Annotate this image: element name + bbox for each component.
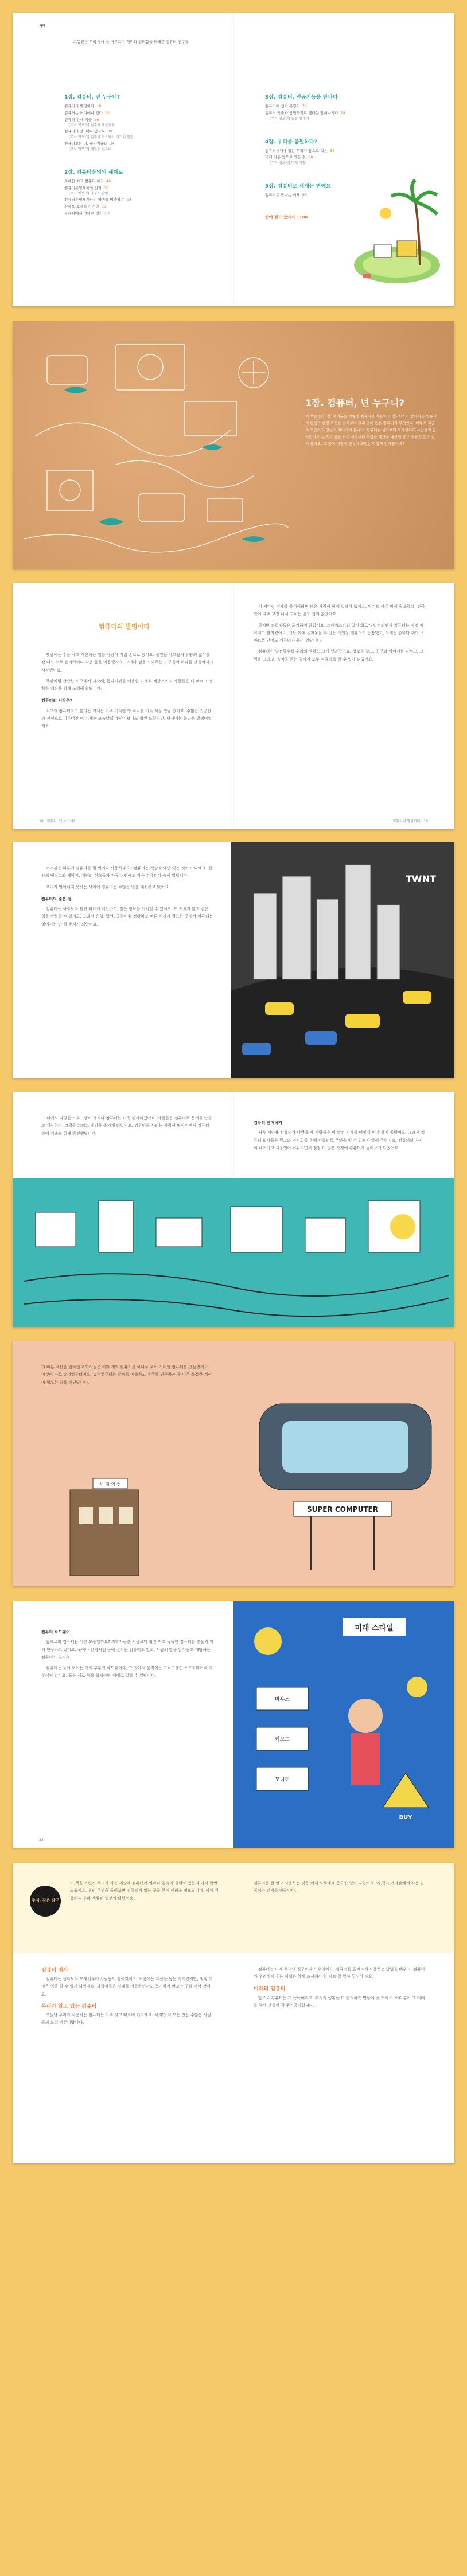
left-column-text: 옛날에는 수를 세고 계산하는 일을 사람이 직접 손으로 했어요. 물건을 사고팔거나 땅의 넓이를 잴 때도 모두 손가락이나 작은 돌을 이용했지요. 그러다 셈을 도와주는 도구들이 하나둘 만들어지기 시작했어요. 주판처럼 간단한 도구에서 시작해, 톱니바퀴를 이용한 기계식 계산기까지 사람들은 더 빠르고 정확한 계산을 위해 노력해 왔답니다. 컴퓨터의 시작은? 최초의 컴퓨터라고 불리는 기계는 아주 커다란 방 하나를 가득 채울 만큼 컸어요. 수많은 진공관과 전선으로 이루어진 이 기계는 오늘날의 계산기보다도 훨씬 느렸지만, 당시에는 놀라운 발명이었지요. — [41, 653, 213, 729]
feature-header — [13, 1863, 454, 1953]
toc-chapter-3 — [265, 93, 414, 122]
feature-left-column: 컴퓨터 역사 컴퓨터는 생각보다 오래전부터 사람들의 꿈이었어요. 처음에는 계산을 돕는 기계였지만, 점점 더 많은 일을 할 수 있게 되었지요. 과학자들은 실패를 거듭하면서도 포기하지 않고 연구를 이어 갔어요. 우리가 알고 있는 컴퓨터 오늘날 우리가 사용하는 컴퓨터는 아주 작고 빠르며 편리해요. 하지만 이 모든 것은 수많은 사람들의 노력 덕분이랍니다. — [41, 1966, 213, 2031]
toc-item[interactable]: 컴퓨터운영체제의 진화 50 [주식 엿보기] 마우스 발명 — [64, 185, 109, 196]
island-illustration — [351, 179, 443, 288]
chapter-intro: 이 책을 읽기 전, 여러분은 어떻게 컴퓨터를 사용하고 있나요? 이 장에서는 컴퓨터의 탄생과 발전 과정을 살펴보며 우리 곁에 있는 컴퓨터가 무엇인지, 어떻게 지금의 모습이 되었는지 이야기해 봅니다. 컴퓨터는 생각보다 오래전부터 사람들의 꿈이었어요. 손으로 셈을 하던 시절부터 복잡한 계산을 대신해 줄 기계를 만들고 싶어 했지요. 그 꿈이 어떻게 현실이 되었는지 함께 알아볼까요? — [305, 414, 437, 447]
toc-chapter-2 — [64, 168, 213, 217]
supercomputer-illustration — [13, 1341, 454, 1586]
page-gutter — [233, 13, 234, 306]
right-column-text: 이 커다란 기계를 움직이려면 많은 사람이 함께 일해야 했어요. 전기도 아주 많이 필요했고, 진공관이 자주 고장 나서 고치는 일도 쉽지 않았어요. 하지만 과학자들은 포기하지 않았어요. 트랜지스터와 집적 회로가 발명되면서 컴퓨터는 점점 작아지고 빨라졌어요. 책상 위에 올려놓을 수 있는 개인용 컴퓨터가 등장했고, 이제는 손바닥 위의 스마트폰 안에도 컴퓨터가 들어 있답니다. 컴퓨터가 발전할수록 우리의 생활도 크게 달라졌어요. 정보를 찾고, 친구와 이야기를 나누고, 그림을 그리고, 음악을 듣는 일까지 모두 컴퓨터로 할 수 있게 되었지요. — [254, 604, 425, 662]
toc-left-column — [64, 93, 213, 233]
running-head: 차례 — [39, 24, 46, 28]
sales-spread — [13, 1092, 454, 1327]
subhead: 컴퓨터 하드웨어 — [41, 1630, 70, 1634]
folio-left: 18 · 컴퓨터, 넌 누구니? — [39, 819, 75, 823]
left-column-text: 컴퓨터 하드웨어 앞으로의 컴퓨터는 어떤 모습일까요? 과학자들은 지금보다 훨씬 작고 똑똑한 컴퓨터를 만들기 위해 연구하고 있어요. 옷이나 안경처럼 몸에 걸치는 컴퓨터도 있고, 사람의 말을 알아듣고 대답하는 컴퓨터도 있지요. 컴퓨터는 눈에 보이는 기계 부분인 하드웨어와, 그 안에서 움직이는 프로그램인 소프트웨어로 이루어져 있어요. 둘은 서로 힘을 합쳐야만 제대로 일할 수 있답니다. — [41, 1630, 213, 1679]
supercomputer-spread — [13, 1341, 454, 1586]
box-label: 세 대 의 컴 — [99, 1482, 122, 1487]
right-column-text: 컴퓨터 판매하기 처음 개인용 컴퓨터가 나왔을 때 사람들은 이 낯선 기계를 어떻게 써야 할지 몰랐어요. 그래서 컴퓨터 회사들은 광고와 전시회를 통해 컴퓨터로 무엇을 할 수 있는지 알려 주었지요. 컴퓨터의 가격이 내려가고 사용법이 쉬워지면서 점점 더 많은 가정에 컴퓨터가 들어오게 되었어요. — [254, 1121, 425, 1150]
feature-intro: 이 책을 쓰면서 우리가 사는 세상에 컴퓨터가 얼마나 깊숙이 들어와 있는지 다시 한번 느꼈어요. 우리 주변을 둘러보면 컴퓨터가 없는 곳을 찾기 어려울 정도랍니다. 이제 컴퓨터는 우리 생활의 일부가 되었지요. — [70, 1881, 219, 1901]
feature-badge: 주제, 깊은 탐구 — [30, 1886, 61, 1917]
toc-chapter-title: 1장. 컴퓨터, 넌 누구니? — [64, 95, 120, 100]
toc-item[interactable]: 클래쉬에서 하나로 진화 62 — [64, 210, 110, 216]
toc-item[interactable]: 컴퓨터 기술과 인연하기로 했다는 앞서나가다 74 [주식 엿보기] 뉴럴 컴퓨터 — [265, 110, 345, 121]
sign-label: SUPER COMPUTER — [307, 1505, 378, 1513]
left-column-text: 그 뒤에도 다양한 프로그램이 생겨나 컴퓨터는 더욱 편리해졌어요. 사람들은 컴퓨터로 문서를 만들고 계산하며, 그림을 그리고 게임을 즐기게 되었지요. 컴퓨터를 사려는 사람이 많아지면서 컴퓨터 판매 기술도 함께 발전했답니다. — [41, 1116, 212, 1136]
folio-left: 22 — [39, 1838, 44, 1842]
section-title: 컴퓨터의 발명이다 — [99, 623, 150, 630]
toc-item[interactable]: 컴퓨터에 생각 문형이 70 — [265, 104, 307, 108]
subhead: 컴퓨터 판매하기 — [254, 1121, 282, 1125]
city-illustration — [231, 842, 454, 1078]
svg-text:키보드: 키보드 — [274, 1737, 290, 1743]
toc-chapter-title: 2장. 컴퓨터운영의 세계로 — [64, 169, 123, 175]
subhead: 컴퓨터의 좋은 점 — [41, 896, 72, 901]
future-heading: 미래 스타일 — [355, 1624, 394, 1633]
toc-item[interactable]: 컴퓨터세계에 있는 우리가 앞으로 적은 84 — [265, 148, 335, 153]
art-label: TWNT — [406, 873, 436, 884]
toc-item[interactable]: 컴퓨터로 만나는 세계 96 — [265, 193, 307, 197]
feature-right-intro: 컴퓨터를 잘 알고 사용하는 것은 이제 모두에게 중요한 일이 되었어요. 이 책이 여러분에게 작은 길잡이가 되기를 바랍니다. — [254, 1881, 425, 1894]
doodle-illustration — [13, 321, 299, 569]
feature-subhead: 미래의 컴퓨터 — [254, 1986, 286, 1992]
toc-chapter-title: 4장. 우리를 응원하다? — [265, 139, 317, 145]
toc-item[interactable]: 컴퓨터 판매 기술 26 [주식 엿보기] 컴퓨터 계산기술 — [64, 117, 115, 128]
toc-item[interactable]: 컴퓨터의 발명이다 18 — [64, 104, 102, 108]
toc-closing[interactable]: 산에 걸고 있어서 · 108 — [265, 214, 308, 220]
feature-subhead: 컴퓨터 역사 — [41, 1968, 68, 1973]
chapter-opener-spread — [13, 321, 454, 569]
toc-item[interactable]: 컴퓨터의 앞, 머나 앞으로 30 [주식 엿보기] 컴퓨터 하드웨어 기기의 발전 — [64, 129, 134, 139]
toc-chapter-4 — [265, 138, 414, 166]
toc-chapter-title: 5장. 컴퓨터로 세계는 변해요 — [265, 184, 331, 189]
toc-chapter-1 — [64, 93, 213, 152]
left-column-text: 여러분은 하루에 컴퓨터를 몇 번이나 사용하나요? 컴퓨터는 책상 위에만 있는 것이 아니에요. 집 안의 냉장고와 세탁기, 거리의 신호등과 자동차 안에도 작은 컴퓨터가 숨어 있답니다. 우리가 알아채지 못하는 사이에 컴퓨터는 수많은 일을 대신하고 있어요. 컴퓨터의 좋은 점 컴퓨터는 사람보다 훨씬 빠르게 계산하고, 많은 정보를 기억할 수 있어요. 또 지치지 않고 같은 일을 반복할 수 있지요. 그래서 은행, 병원, 공항처럼 정확하고 빠른 처리가 필요한 곳에서 컴퓨터는 없어서는 안 될 존재가 되었어요. — [41, 866, 213, 927]
feature-spread — [13, 1863, 454, 2163]
toc-chapter-title: 3장. 컴퓨터, 인공지능을 만나다 — [265, 95, 338, 100]
toc-item[interactable]: 컴퓨터보다 더, 슈퍼컴퓨터 34 [주식 엿보기] 개인용 컴퓨터 — [64, 141, 115, 151]
intro-text: 더 빠른 계산을 원하던 과학자들은 여러 개의 컴퓨터를 하나로 묶어 거대한 컴퓨터를 만들었어요. 이것이 바로 슈퍼컴퓨터예요. 슈퍼컴퓨터는 날씨를 예측하고 우주를 연구하는 등 아주 복잡한 계산이 필요한 일을 해낸답니다. — [41, 1365, 212, 1385]
toc-spread — [13, 13, 454, 306]
toc-item[interactable]: 컴퓨터운영체계단의 하면을 배출하는 54 — [64, 197, 131, 202]
toc-item[interactable]: 미래 자동 앞으로 만든 것 88 [주식 엿보기] 미래 기술 — [265, 155, 313, 165]
toc-item[interactable]: 초예산 최고 컴퓨터 하기 46 — [64, 178, 111, 184]
everywhere-spread — [13, 842, 454, 1078]
feature-right-column: 컴퓨터는 이제 우리의 친구이자 도우미예요. 컴퓨터를 올바르게 사용하는 방법을 배우고, 컴퓨터가 우리에게 주는 혜택과 함께 조심해야 할 점도 잘 알아 두어야 해요. 미래의 컴퓨터 앞으로 컴퓨터는 더 똑똑해지고, 우리의 생활을 더 편리하게 만들어 줄 거예요. 여러분이 그 미래를 함께 만들어 갈 주인공이랍니다. — [254, 1967, 425, 2008]
toc-item[interactable]: 컴퓨터는 어디에나 있다 22 — [64, 110, 110, 115]
history-spread — [13, 583, 454, 829]
feature-subhead: 우리가 알고 있는 컴퓨터 — [41, 2003, 97, 2009]
folio-right: 컴퓨터의 발명이다 · 19 — [392, 819, 428, 823]
toc-item[interactable]: 감자를 소재로 가져라 58 — [64, 204, 106, 209]
svg-text:모니터: 모니터 — [274, 1777, 290, 1783]
future-spread — [13, 1601, 454, 1848]
chapter-title: 1장. 컴퓨터, 넌 누구니? — [305, 397, 404, 408]
svg-text:마우스: 마우스 — [274, 1697, 290, 1703]
future-illustration — [234, 1601, 454, 1848]
page-gutter — [233, 583, 234, 829]
toc-intro: 그동안은 우리 곁에 늘 머무르며 재미와 편리함을 더해준 컴퓨터 친구들 — [73, 40, 189, 44]
svg-text:BUY: BUY — [399, 1814, 412, 1821]
subhead: 컴퓨터의 시작은? — [41, 698, 72, 704]
network-illustration — [13, 1178, 454, 1327]
